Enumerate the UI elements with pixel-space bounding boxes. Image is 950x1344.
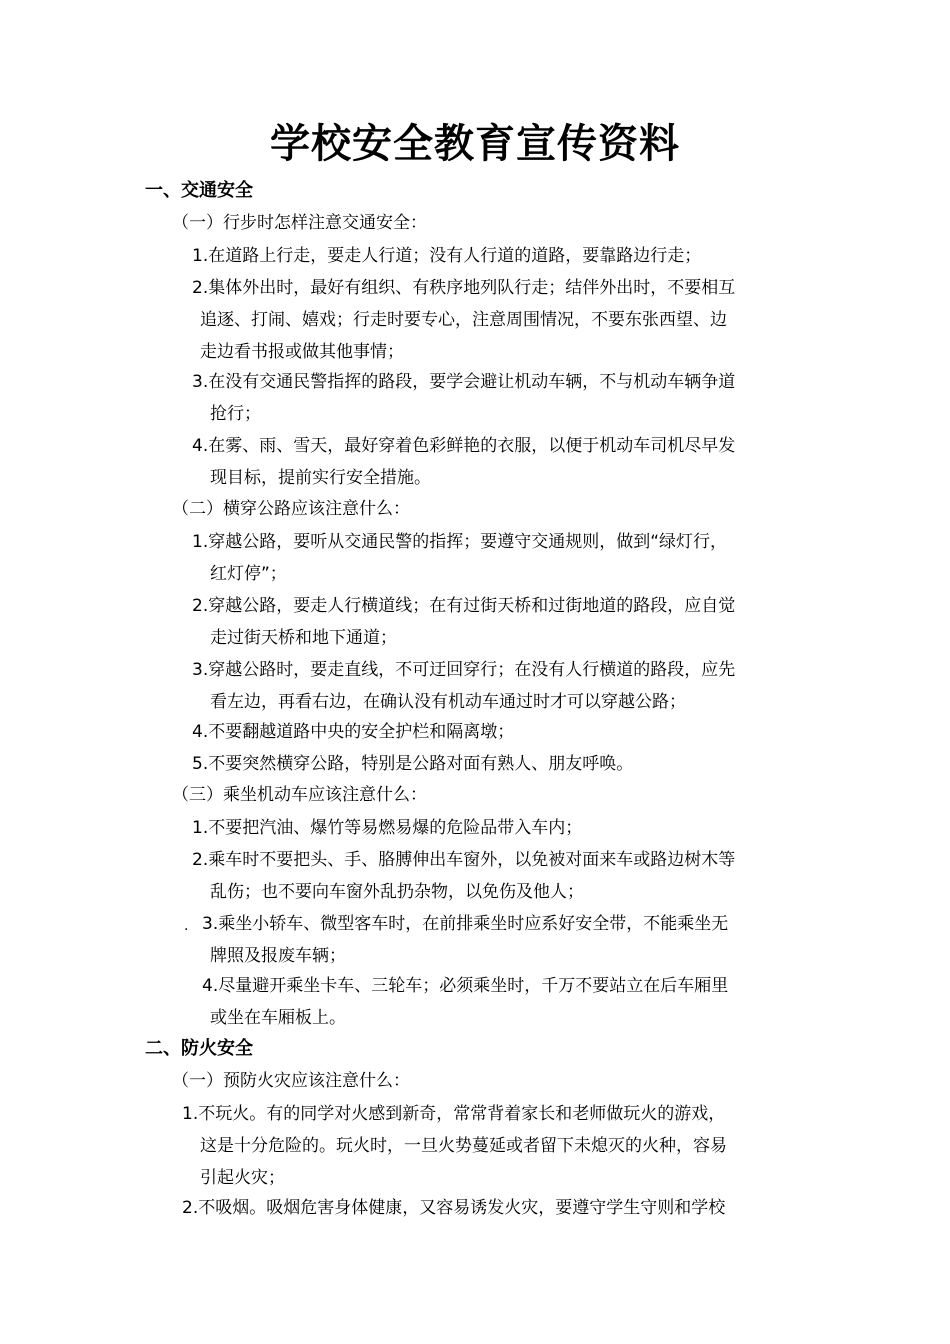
item-text-continued: 乱伤；也不要向车窗外乱扔杂物，以免伤及他人； — [210, 882, 584, 902]
item-text: 乘坐小轿车、微型客车时，在前排乘坐时应系好安全带，不能乘坐无 — [218, 914, 729, 934]
item-text: 穿越公路，要走人行横道线；在有过街天桥和过街地道的路段，应自觉 — [208, 596, 736, 616]
item-text: 不要翻越道路中央的安全护栏和隔离墩； — [208, 722, 515, 742]
item-number: 3. — [192, 660, 209, 680]
stray-mark: . — [184, 918, 189, 934]
list-item — [192, 430, 832, 494]
list-item — [182, 1192, 822, 1224]
subsection-heading-fire-prevention: （一）预防火灾应该注意什么： — [172, 1071, 410, 1091]
item-number: 2. — [192, 596, 209, 616]
item-text-continued: 走过街天桥和地下通道； — [210, 628, 397, 648]
subsection-heading-crossing: （二）横穿公路应该注意什么： — [172, 499, 410, 519]
item-text-continued: 这是十分危险的。玩火时，一旦火势蔓延或者留下未熄灭的火种，容易 — [200, 1136, 727, 1156]
list-item — [192, 654, 832, 718]
list-item — [192, 748, 832, 780]
item-text: 不要把汽油、爆竹等易燃易爆的危险品带入车内； — [208, 818, 583, 838]
list-item — [192, 844, 832, 908]
item-number: 1. — [182, 1104, 199, 1124]
item-text-continued: 引起火灾； — [200, 1168, 285, 1188]
item-text: 穿越公路时，要走直线，不可迂回穿行；在没有人行横道的路段，应先 — [208, 660, 736, 680]
item-text-continued: 红灯停”； — [210, 564, 287, 584]
list-item — [192, 526, 832, 590]
subsection-heading-vehicle: （三）乘坐机动车应该注意什么： — [172, 785, 427, 805]
item-number: 1. — [192, 818, 209, 838]
list-item — [192, 240, 832, 272]
item-text: 尽量避开乘坐卡车、三轮车；必须乘坐时，千万不要站立在后车厢里 — [218, 976, 729, 996]
item-number: 1. — [192, 532, 209, 552]
item-text: 在道路上行走，要走人行道；没有人行道的道路，要靠路边行走； — [208, 246, 702, 266]
list-item — [202, 908, 842, 972]
list-item — [192, 272, 832, 368]
item-text: 不玩火。有的同学对火感到新奇，常常背着家长和老师做玩火的游戏， — [198, 1104, 726, 1124]
section-heading-fire: 二、防火安全 — [145, 1038, 253, 1059]
item-text: 不要突然横穿公路，特别是公路对面有熟人、朋友呼唤。 — [208, 754, 634, 774]
item-number: 3. — [192, 372, 209, 392]
item-number: 4. — [202, 976, 219, 996]
item-number: 2. — [182, 1198, 199, 1218]
item-text-continued: 现目标，提前实行安全措施。 — [210, 468, 431, 488]
item-text-continued: 看左边，再看右边，在确认没有机动车通过时才可以穿越公路； — [210, 692, 686, 712]
item-text-continued: 抢行； — [210, 404, 261, 424]
item-text: 乘车时不要把头、手、胳膊伸出车窗外，以免被对面来车或路边树木等 — [208, 850, 736, 870]
item-text: 集体外出时，最好有组织、有秩序地列队行走；结伴外出时，不要相互 — [208, 278, 736, 298]
subsection-heading-walking: （一）行步时怎样注意交通安全： — [172, 213, 427, 233]
item-number: 1. — [192, 246, 209, 266]
item-text: 在雾、雨、雪天，最好穿着色彩鲜艳的衣服，以便于机动车司机尽早发 — [208, 436, 736, 456]
item-number: 5. — [192, 754, 209, 774]
item-text-continued: 或坐在车厢板上。 — [210, 1008, 346, 1028]
list-item — [192, 590, 832, 654]
item-number: 4. — [192, 436, 209, 456]
item-text-continued: 走边看书报或做其他事情； — [200, 342, 404, 362]
list-item — [182, 1098, 822, 1194]
item-number: 2. — [192, 278, 209, 298]
item-number: 3. — [202, 914, 219, 934]
item-text: 穿越公路，要听从交通民警的指挥；要遵守交通规则，做到“绿灯行， — [208, 532, 728, 552]
item-number: 2. — [192, 850, 209, 870]
item-text-continued: 牌照及报废车辆； — [210, 946, 346, 966]
item-text: 不吸烟。吸烟危害身体健康，又容易诱发火灾，要遵守学生守则和学校 — [198, 1198, 726, 1218]
list-item — [192, 812, 832, 844]
document-title: 学校安全教育宣传资料 — [270, 120, 680, 167]
item-text: 在没有交通民警指挥的路段，要学会避让机动车辆，不与机动车辆争道 — [208, 372, 736, 392]
list-item — [202, 970, 842, 1034]
item-number: 4. — [192, 722, 209, 742]
item-text-continued: 追逐、打闹、嬉戏；行走时要专心，注意周围情况，不要东张西望、边 — [200, 310, 727, 330]
list-item — [192, 716, 832, 748]
list-item — [192, 366, 832, 430]
section-heading-traffic: 一、交通安全 — [145, 180, 253, 201]
